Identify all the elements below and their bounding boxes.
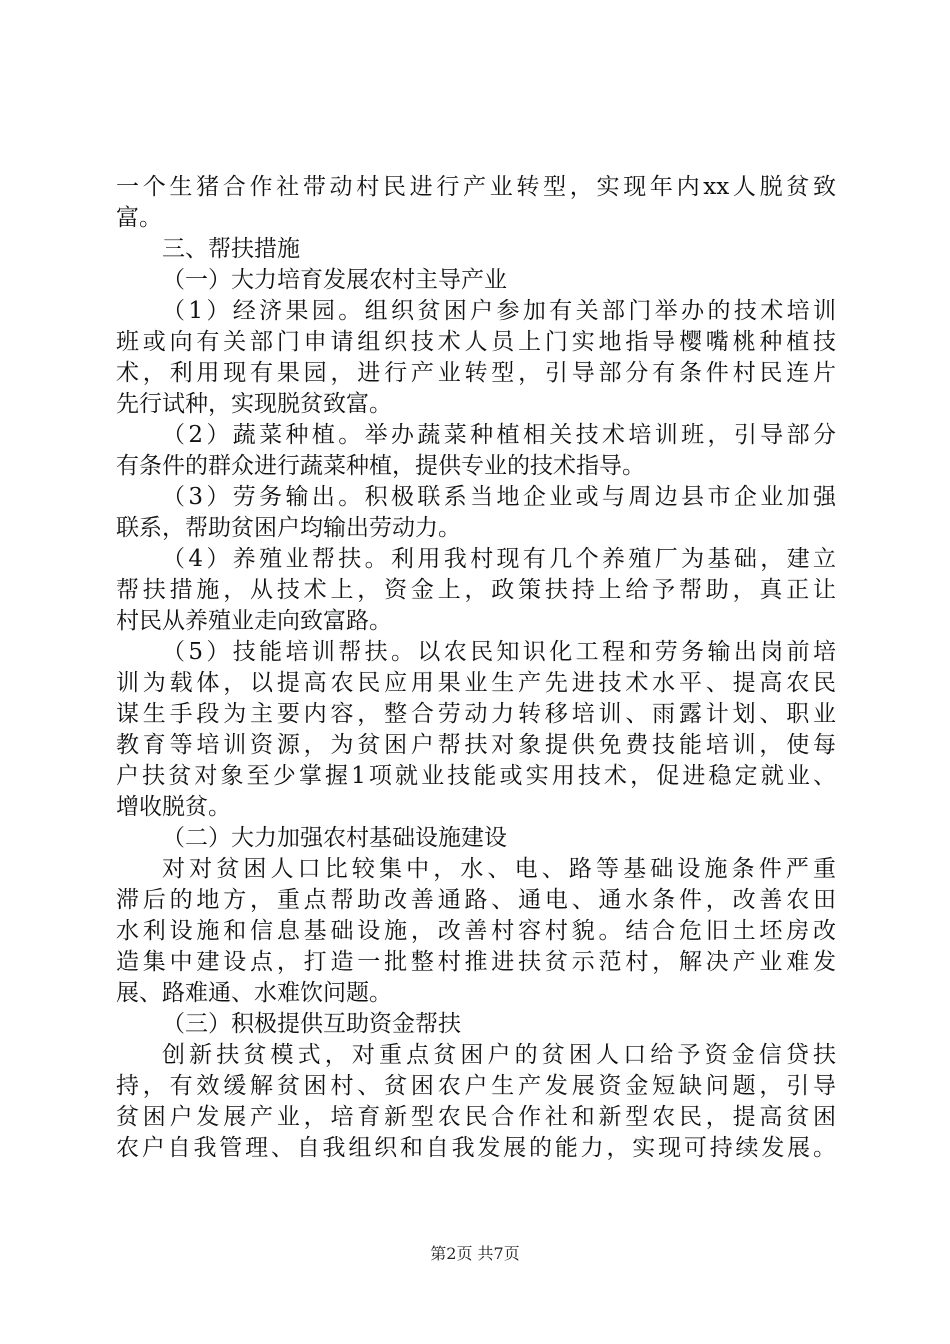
document-line: 贫困户发展产业，培育新型农民合作社和新型农民，提高贫困: [116, 1104, 836, 1130]
document-line: 水利设施和信息基础设施，改善村容村貌。结合危旧土坯房改: [116, 918, 836, 944]
document-line: 对对贫困人口比较集中，水、电、路等基础设施条件严重: [162, 856, 836, 882]
document-line: 展、路难通、水难饮问题。: [116, 980, 392, 1006]
document-line: 滞后的地方，重点帮助改善通路、通电、通水条件，改善农田: [116, 887, 836, 913]
document-line: （二）大力加强农村基础设施建设: [162, 825, 507, 851]
document-line: 训为载体，以提高农民应用果业生产先进技术水平、提高农民: [116, 670, 836, 696]
document-line: 联系，帮助贫困户均输出劳动力。: [116, 515, 461, 541]
document-line: 教育等培训资源，为贫困户帮扶对象提供免费技能培训，使每: [116, 732, 836, 758]
document-line: 创新扶贫模式，对重点贫困户的贫困人口给予资金信贷扶: [162, 1042, 836, 1068]
document-line: 三、帮扶措施: [162, 236, 300, 262]
document-line: 班或向有关部门申请组织技术人员上门实地指导樱嘴桃种植技: [116, 329, 836, 355]
document-line: 帮扶措施，从技术上，资金上，政策扶持上给予帮助，真正让: [116, 577, 836, 603]
document-line: 造集中建设点，打造一批整村推进扶贫示范村，解决产业难发: [116, 949, 836, 975]
document-line: 增收脱贫。: [116, 794, 231, 820]
document-line: （4）养殖业帮扶。利用我村现有几个养殖厂为基础，建立: [162, 546, 836, 572]
document-line: 先行试种，实现脱贫致富。: [116, 391, 392, 417]
document-line: 户扶贫对象至少掌握1项就业技能或实用技术，促进稳定就业、: [116, 763, 836, 789]
document-body: [116, 172, 836, 1164]
document-line: 术，利用现有果园，进行产业转型，引导部分有条件村民连片: [116, 360, 836, 386]
document-line: 谋生手段为主要内容，整合劳动力转移培训、雨露计划、职业: [116, 701, 836, 727]
page-number: 第2页 共7页: [430, 1244, 520, 1263]
document-line: 一个生猪合作社带动村民进行产业转型，实现年内xx人脱贫致: [116, 174, 836, 200]
document-line: 有条件的群众进行蔬菜种植，提供专业的技术指导。: [116, 453, 645, 479]
document-line: （5）技能培训帮扶。以农民知识化工程和劳务输出岗前培: [162, 639, 836, 665]
document-line: 农户自我管理、自我组织和自我发展的能力，实现可持续发展。: [116, 1135, 836, 1161]
document-line: （3）劳务输出。积极联系当地企业或与周边县市企业加强: [162, 484, 836, 510]
document-line: 村民从养殖业走向致富路。: [116, 608, 392, 634]
document-line: （三）积极提供互助资金帮扶: [162, 1011, 461, 1037]
document-line: 持，有效缓解贫困村、贫困农户生产发展资金短缺问题，引导: [116, 1073, 836, 1099]
document-line: （一）大力培育发展农村主导产业: [162, 267, 507, 293]
document-line: 富。: [116, 205, 162, 231]
document-line: （1）经济果园。组织贫困户参加有关部门举办的技术培训: [162, 298, 836, 324]
document-line: （2）蔬菜种植。举办蔬菜种植相关技术培训班，引导部分: [162, 422, 836, 448]
